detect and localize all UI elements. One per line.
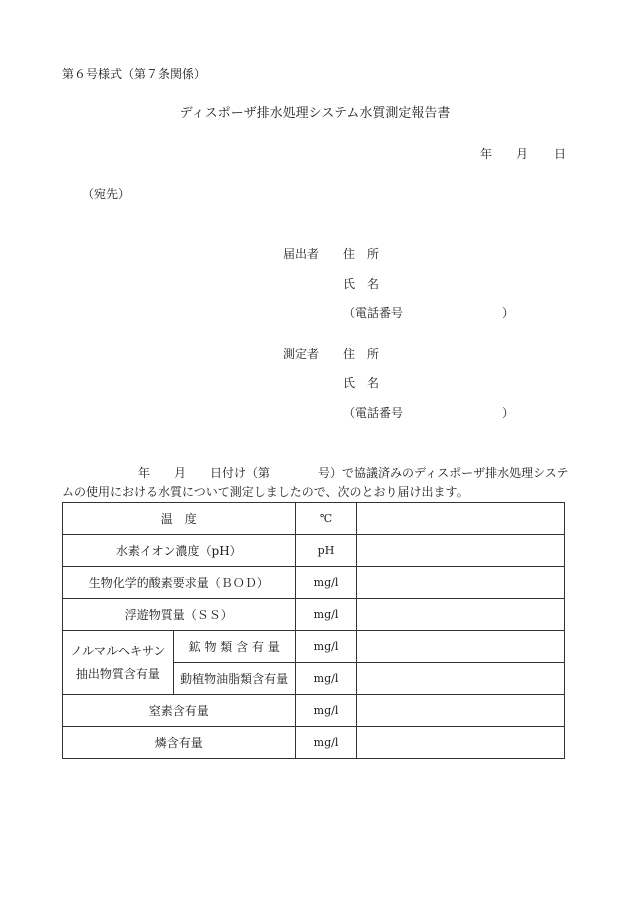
unit-cell: pH [295,535,357,567]
statement-month: 月 [174,466,187,480]
addressee-label: （宛先） [82,187,131,201]
notifier-role-label: 届出者 [283,247,320,261]
value-cell[interactable] [357,695,565,727]
unit-cell: mg/l [295,727,357,759]
value-cell[interactable] [357,631,565,663]
item-cell: 生物化学的酸素要求量（ＢＯＤ） [63,567,296,599]
measurer-role-label: 測定者 [283,347,320,361]
table-row [63,631,565,663]
unit-cell: ℃ [295,503,357,535]
unit-cell: mg/l [295,695,357,727]
notifier-address-label: 住 所 [343,247,380,261]
value-cell[interactable] [357,663,565,695]
unit-cell: mg/l [295,663,357,695]
sub-item-cell: 鉱 物 類 含 有 量 [173,631,295,663]
statement-paragraph [62,464,570,502]
item-cell: 浮遊物質量（ＳＳ） [63,599,296,631]
table-row [63,535,565,567]
measurer-phone-label: （電話番号 [343,406,404,420]
measurer-name-label: 氏 名 [343,376,380,390]
table-row [63,503,565,535]
notifier-phone-close: ） [502,306,515,320]
item-cell: 燐含有量 [63,727,296,759]
unit-cell: mg/l [295,567,357,599]
statement-body: 号）で協議済みのディスポーザ排水処理システムの使用における水質について測定しましたので、次のとおり届け出ます。 [62,466,569,499]
document-title: ディスポーザ排水処理システム水質測定報告書 [179,106,451,121]
item-cell: 温 度 [63,503,296,535]
notifier-phone-label: （電話番号 [343,306,404,320]
sub-item-cell: 動植物油脂類含有量 [173,663,295,695]
group-label-line1: ノルマルヘキサン [70,643,166,658]
value-cell[interactable] [357,503,565,535]
date-month-label: 月 [516,147,529,161]
value-cell[interactable] [357,535,565,567]
item-cell: 窒素含有量 [63,695,296,727]
measurer-phone-close: ） [502,406,515,420]
form-number: 第６号様式（第７条関係） [62,67,207,81]
table-row [63,727,565,759]
table-row [63,695,565,727]
table-row [63,599,565,631]
statement-day-ref: 日付け（第 [210,466,271,480]
value-cell[interactable] [357,727,565,759]
value-cell[interactable] [357,567,565,599]
measurement-table [62,502,565,759]
date-year-label: 年 [480,147,493,161]
group-label-cell [63,631,174,695]
group-label-line2: 抽出物質含有量 [75,666,160,681]
value-cell[interactable] [357,599,565,631]
table-row [63,567,565,599]
unit-cell: mg/l [295,599,357,631]
notifier-name-label: 氏 名 [343,277,380,291]
date-day-label: 日 [554,147,567,161]
unit-cell: mg/l [295,631,357,663]
statement-year: 年 [138,466,151,480]
item-cell: 水素イオン濃度（pH） [63,535,296,567]
measurer-address-label: 住 所 [343,347,380,361]
